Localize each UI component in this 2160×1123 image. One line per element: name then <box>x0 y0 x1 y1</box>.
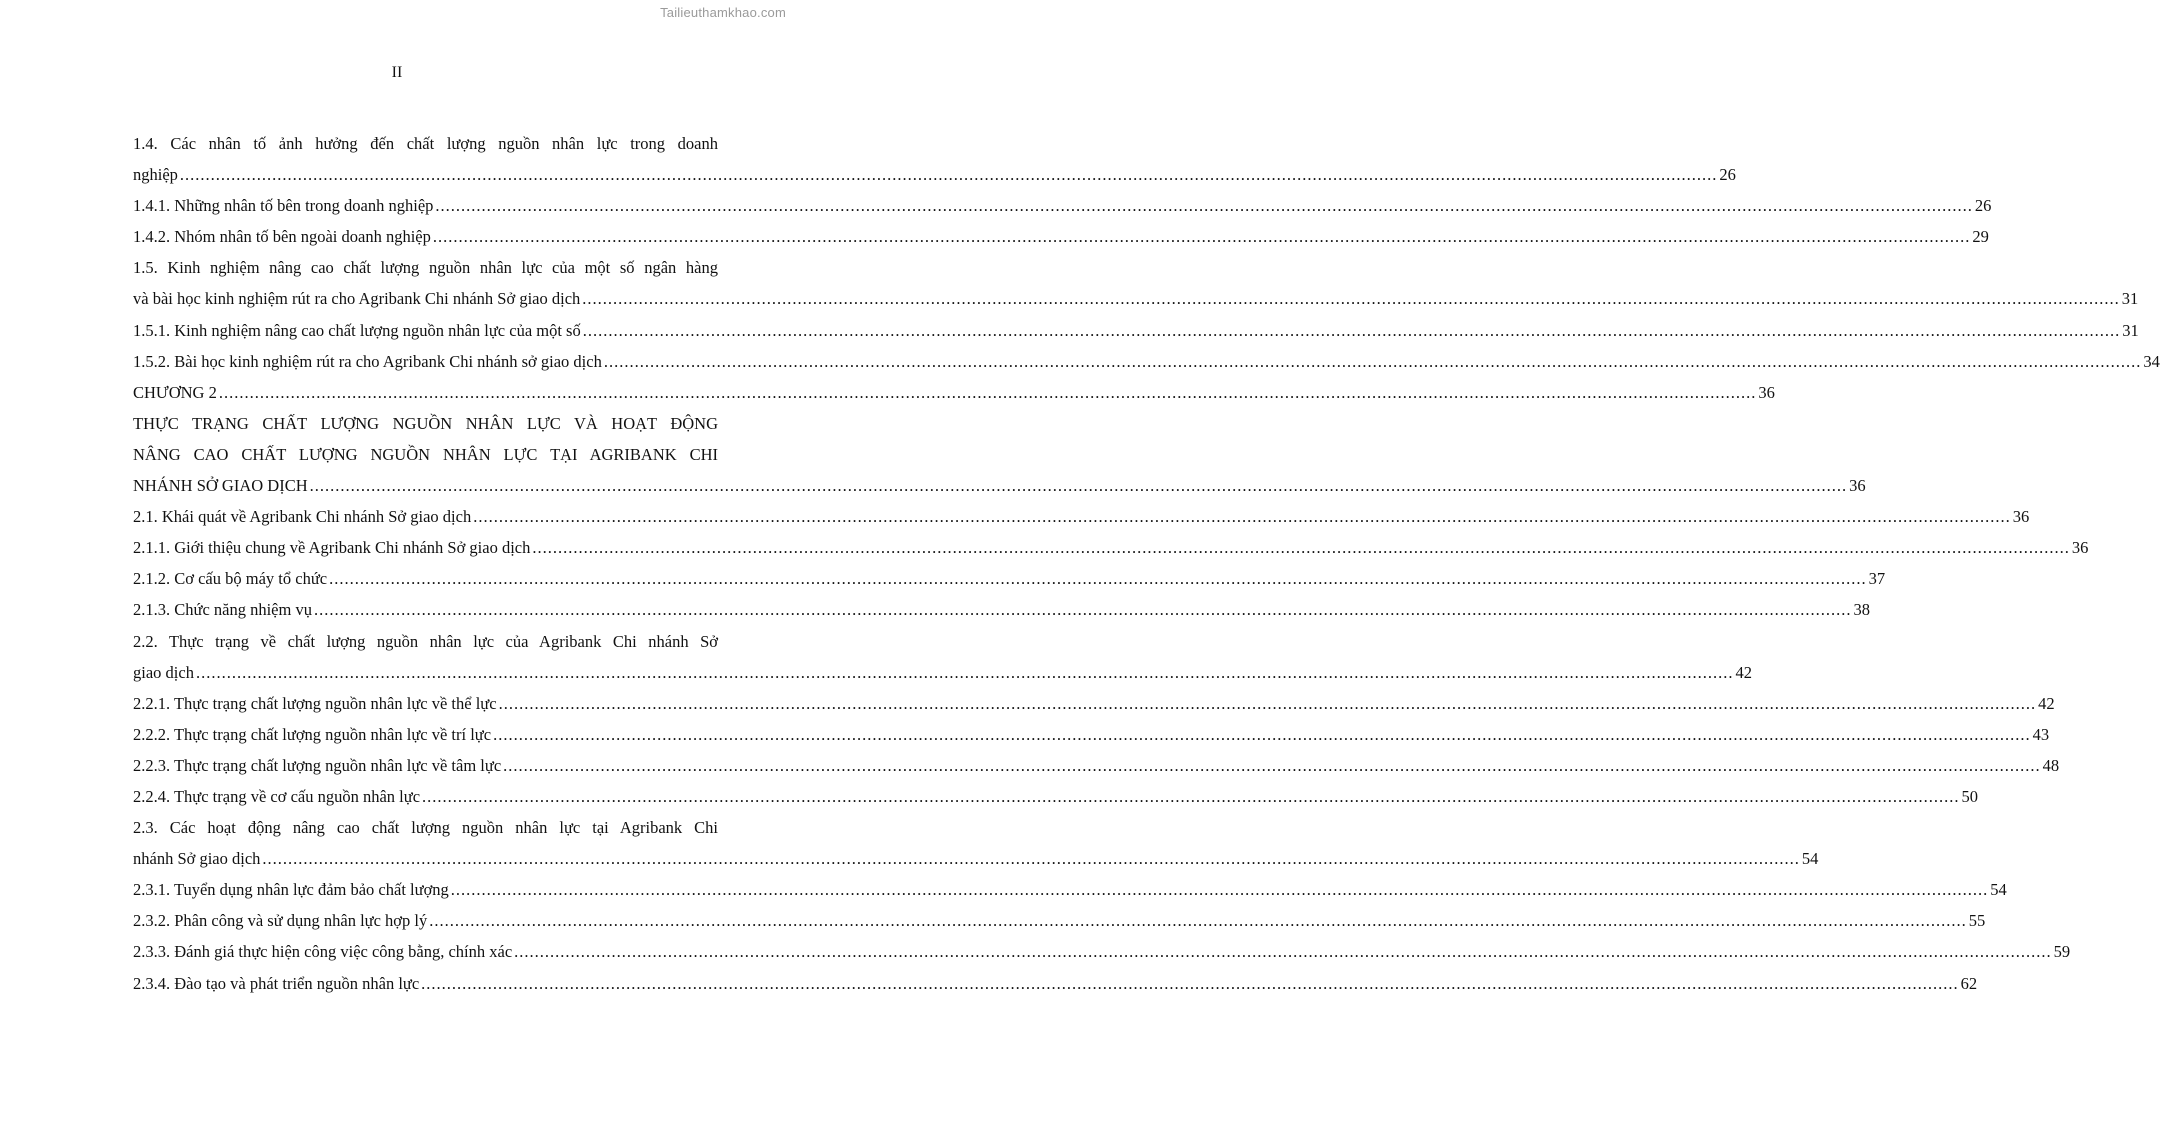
toc-entry <box>133 315 2139 346</box>
toc-entry-title: 2.2.3. Thực trạng chất lượng nguồn nhân lực về tâm lực <box>133 755 502 775</box>
toc-entry-title: 1.4.2. Nhóm nhân tố bên ngoài doanh nghiệp <box>133 227 431 247</box>
dot-leader: ............................................................................................................................................................................................................................................................................................................ <box>218 382 1757 402</box>
toc-entry <box>133 843 1819 874</box>
toc-entry <box>133 408 718 439</box>
toc-entry-page: 43 <box>2032 724 2050 744</box>
dot-leader: ............................................................................................................................................................................................................................................................................................................ <box>582 320 2121 340</box>
toc-entry <box>133 128 718 159</box>
toc-entry-title: CHƯƠNG 2 <box>133 382 217 402</box>
toc-entry-title: 2.3.1. Tuyển dụng nhân lực đảm bảo chất lượng <box>133 880 449 900</box>
dot-leader: ............................................................................................................................................................................................................................................................................................................ <box>329 569 1867 589</box>
dot-leader: ............................................................................................................................................................................................................................................................................................................ <box>450 880 1989 900</box>
toc-entry-page: 42 <box>2038 693 2055 713</box>
toc-entry-page: 34 <box>2143 351 2160 371</box>
toc-entry-page: 31 <box>2121 289 2139 309</box>
toc-entry-title: 2.2.4. Thực trạng về cơ cấu nguồn nhân lực <box>133 786 421 806</box>
toc-entry <box>133 812 718 843</box>
page-number: II <box>391 64 403 81</box>
toc-entry-page: 50 <box>1961 786 1979 806</box>
toc-entry-title: 2.3.2. Phân công và sử dụng nhân lực hợp lý <box>133 911 428 931</box>
toc-entry-title: 2.2.1. Thực trạng chất lượng nguồn nhân lực về thể lực <box>133 693 497 713</box>
toc-entry-page: 26 <box>1974 196 1992 216</box>
dot-leader: ............................................................................................................................................................................................................................................................................................................ <box>603 351 2142 371</box>
toc-entry-title: 2.3.3. Đánh giá thực hiện công việc công bằng, chính xác <box>133 942 513 962</box>
dot-leader: ............................................................................................................................................................................................................................................................................................................ <box>313 600 1852 620</box>
dot-leader: ............................................................................................................................................................................................................................................................................................................ <box>473 507 2011 527</box>
toc-entry <box>133 532 2089 563</box>
toc-entry-page: 36 <box>2071 538 2089 558</box>
toc-entry-title: 1.4.1. Những nhân tố bên trong doanh nghiệp <box>133 196 434 216</box>
dot-leader: ............................................................................................................................................................................................................................................................................................................ <box>421 973 1959 993</box>
dot-leader: ............................................................................................................................................................................................................................................................................................................ <box>514 942 2052 962</box>
toc-entry-page: 36 <box>1849 476 1866 496</box>
toc-entry-title: 1.5. Kinh nghiệm nâng cao chất lượng nguồn nhân lực của một số ngân hàng <box>133 258 718 278</box>
dot-leader: ............................................................................................................................................................................................................................................................................................................ <box>422 786 1960 806</box>
dot-leader: ............................................................................................................................................................................................................................................................................................................ <box>195 662 1734 682</box>
toc-entry <box>133 159 1736 190</box>
dot-leader: ............................................................................................................................................................................................................................................................................................................ <box>309 476 1848 496</box>
toc-entry-page: 59 <box>2053 942 2071 962</box>
toc-entry-title: nhánh Sở giao dịch <box>133 849 261 869</box>
toc-entry <box>133 563 1886 594</box>
toc-entry <box>133 501 2030 532</box>
toc-entry-page: 37 <box>1868 569 1886 589</box>
toc-entry <box>133 936 2071 967</box>
toc-entry-title: THỰC TRẠNG CHẤT LƯỢNG NGUỒN NHÂN LỰC VÀ HOẠT ĐỘNG <box>133 413 718 433</box>
dot-leader: ............................................................................................................................................................................................................................................................................................................ <box>179 165 1718 185</box>
toc-entry <box>133 470 1866 501</box>
toc-entry <box>133 905 1986 936</box>
dot-leader: ............................................................................................................................................................................................................................................................................................................ <box>432 227 1971 247</box>
toc-entry-page: 54 <box>1801 849 1819 869</box>
dot-leader: ............................................................................................................................................................................................................................................................................................................ <box>493 724 2031 744</box>
toc-entry <box>133 190 1992 221</box>
toc-entry <box>133 968 1978 999</box>
toc-entry-page: 48 <box>2042 755 2060 775</box>
toc-entry-title: 2.1.3. Chức năng nhiệm vụ <box>133 600 312 620</box>
toc-entry-title: 1.5.2. Bài học kinh nghiệm rút ra cho Agribank Chi nhánh sở giao dịch <box>133 351 602 371</box>
toc-entry <box>133 750 2060 781</box>
dot-leader: ............................................................................................................................................................................................................................................................................................................ <box>503 755 2041 775</box>
dot-leader: ............................................................................................................................................................................................................................................................................................................ <box>435 196 1973 216</box>
toc-entry-page: 29 <box>1972 227 1989 247</box>
dot-leader: ............................................................................................................................................................................................................................................................................................................ <box>582 289 2120 309</box>
toc-entry-page: 36 <box>2012 507 2030 527</box>
toc-entry <box>133 283 2139 314</box>
toc-entry-page: 31 <box>2122 320 2139 340</box>
toc-entry <box>133 626 718 657</box>
toc-entry-page: 62 <box>1960 973 1978 993</box>
toc-entry-page: 54 <box>1990 880 2007 900</box>
toc-entry-page: 26 <box>1719 165 1736 185</box>
toc-entry-title: 2.1.1. Giới thiệu chung về Agribank Chi nhánh Sở giao dịch <box>133 538 531 558</box>
toc-entry-title: 2.1. Khái quát về Agribank Chi nhánh Sở giao dịch <box>133 507 472 527</box>
table-of-contents <box>133 128 2160 999</box>
toc-entry-page: 42 <box>1735 662 1752 682</box>
toc-entry-title: NÂNG CAO CHẤT LƯỢNG NGUỒN NHÂN LỰC TẠI AGRIBANK CHI <box>133 444 718 464</box>
toc-entry <box>133 719 2050 750</box>
toc-entry <box>133 439 718 470</box>
toc-entry-title: 2.3.4. Đào tạo và phát triển nguồn nhân lực <box>133 973 420 993</box>
toc-entry-title: và bài học kinh nghiệm rút ra cho Agribank Chi nhánh Sở giao dịch <box>133 289 581 309</box>
toc-entry <box>133 377 1775 408</box>
toc-entry-page: 38 <box>1853 600 1870 620</box>
toc-entry <box>133 346 2160 377</box>
dot-leader: ............................................................................................................................................................................................................................................................................................................ <box>532 538 2070 558</box>
toc-entry <box>133 252 718 283</box>
toc-entry-title: 1.4. Các nhân tố ảnh hưởng đến chất lượng nguồn nhân lực trong doanh <box>133 134 718 153</box>
toc-entry <box>133 781 1979 812</box>
toc-entry-title: 2.2. Thực trạng về chất lượng nguồn nhân lực của Agribank Chi nhánh Sở <box>133 631 718 651</box>
toc-entry-title: nghiệp <box>133 165 178 185</box>
toc-entry <box>133 221 1989 252</box>
toc-entry-title: giao dịch <box>133 662 194 682</box>
toc-entry-page: 36 <box>1758 382 1775 402</box>
dot-leader: ............................................................................................................................................................................................................................................................................................................ <box>262 849 1800 869</box>
toc-entry-title: 2.2.2. Thực trạng chất lượng nguồn nhân lực về trí lực <box>133 724 492 744</box>
dot-leader: ............................................................................................................................................................................................................................................................................................................ <box>498 693 2037 713</box>
toc-entry-title: 2.1.2. Cơ cấu bộ máy tổ chức <box>133 569 328 589</box>
toc-entry <box>133 594 1870 625</box>
toc-entry-page: 55 <box>1968 911 1986 931</box>
toc-entry <box>133 657 1752 688</box>
toc-entry <box>133 688 2055 719</box>
toc-entry <box>133 874 2007 905</box>
dot-leader: ............................................................................................................................................................................................................................................................................................................ <box>429 911 1967 931</box>
toc-entry-title: 1.5.1. Kinh nghiệm nâng cao chất lượng nguồn nhân lực của một số <box>133 320 581 340</box>
watermark-text: Tailieuthamkhao.com <box>660 5 786 20</box>
toc-entry-title: NHÁNH SỞ GIAO DỊCH <box>133 476 308 496</box>
toc-entry-title: 2.3. Các hoạt động nâng cao chất lượng nguồn nhân lực tại Agribank Chi <box>133 818 718 838</box>
